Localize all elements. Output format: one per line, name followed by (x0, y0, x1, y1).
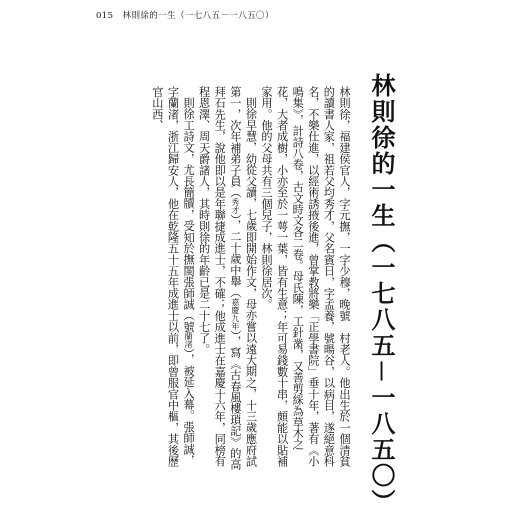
running-title: 林則徐的一生（一七八五－一八五〇） (122, 11, 274, 21)
paragraph (258, 86, 352, 470)
paragraph (196, 86, 258, 470)
paragraph-text: ），被延入幕。張師誠，字蘭渚，浙江歸安人，他在乾隆五十五年成進士以前，即曾服官中樞，其後歷官山西、 (150, 86, 196, 467)
paragraph-text: 則徐早慧，幼從父讀，七歲即開始作文，母亦嘗以遠大期之，十三歲應府試第一，次年補弟子員（ (228, 86, 258, 467)
paragraph-text: 號 (182, 321, 196, 333)
annotation-note: 嘉慶九年 (230, 298, 240, 330)
paragraph-text: ），寫《古春風樓瑣記》的高拜石先生，說他即以是年聯捷成進士，不確；他成進士在嘉慶十六年，同榜有程恩澤、周天爵諸人，其時則徐的年齡已是二十七了。 (197, 86, 242, 470)
annotation-note: 蘭渚 (184, 332, 194, 349)
paragraph-text: 林則徐，福建侯官人，字元撫，一字少穆，晚號 村老人。他出生於一個清貧的讀書人家，祖若父均秀才，父名賓日，字孟養，號暘谷，以病目，遂絕意科名，不樂仕進，以經術誘掖後進，曾掌教將樂「正學書院」垂十年，著有《小鳴集》，計詩八卷，古文時文各二卷。母氏陳，工針黹，又善剪綵為草木之花，大者成樹，小亦至於一萼一葉，皆有生意；年可易錢數十串，頗能以貼補家用。他的父母共有三個兒子，林則徐居次。 (260, 86, 351, 467)
annotation-note: 秀才 (230, 198, 240, 214)
page-number: 015 (96, 11, 114, 21)
paragraph (149, 86, 196, 470)
chapter-title: 林則徐的一生（一七八五－一八五〇） (367, 73, 396, 515)
body-text (145, 86, 352, 470)
page-header (96, 11, 274, 21)
paragraph-text: 則徐工詩文，尤長簡牘，受知於撫閩張師誠（ (182, 97, 196, 322)
paragraph-text: ），二十歲中舉（ (228, 214, 242, 298)
